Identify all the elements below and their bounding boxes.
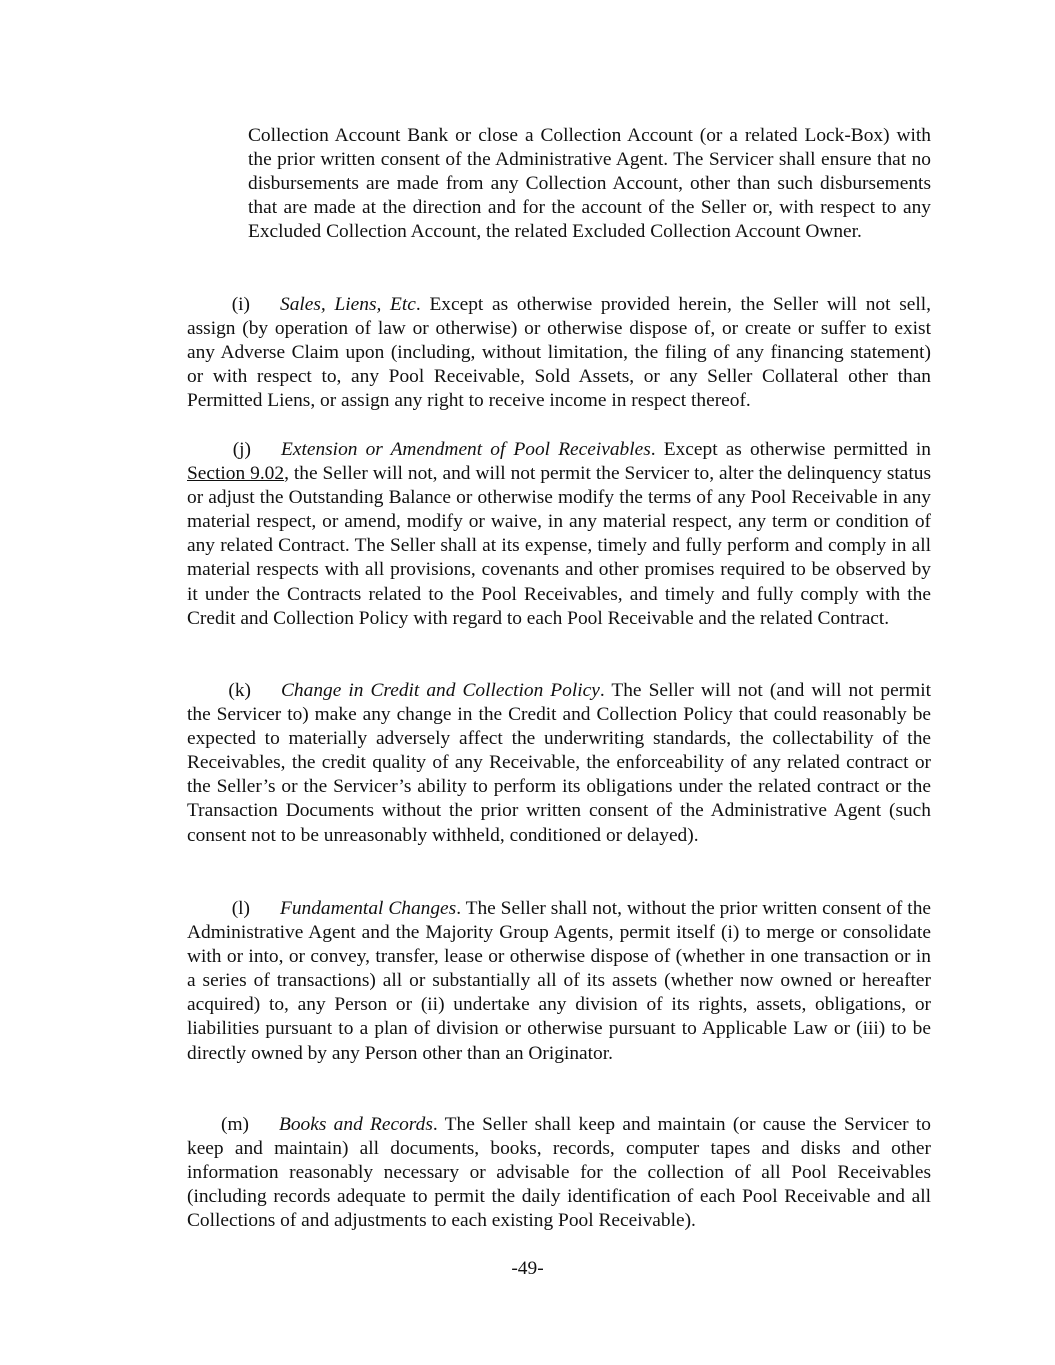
section-i-paragraph bbox=[187, 293, 931, 413]
section-l-body: . The Seller shall not, without the prior written consent of the Administrative Agent and the Majority Group Agents, permit itself (i) to merge or consolidate with or into, or convey, transfer, lease or otherwise dispose of (whether in one transaction or in a series of transactions) all or substantially all of its assets (whether now owned or hereafter acquired) to, any Person or (ii) undertake any division of its rights, assets, obligations, or liabilities pursuant to a plan of division or otherwise pursuant to Applicable Law or (iii) to be directly owned by any Person other than an Originator. bbox=[187, 898, 931, 1064]
section-i-title: Sales, Liens, Etc bbox=[280, 294, 416, 315]
section-k-label: (k) bbox=[228, 680, 251, 701]
section-j-paragraph bbox=[187, 438, 931, 631]
section-l-label: (l) bbox=[231, 898, 250, 919]
section-m-label: (m) bbox=[221, 1114, 249, 1135]
section-k-paragraph bbox=[187, 679, 931, 848]
section-m-paragraph bbox=[187, 1113, 931, 1233]
section-j-body-start: . Except as otherwise permitted in bbox=[650, 439, 931, 460]
section-i-label: (i) bbox=[231, 294, 250, 315]
section-j-title: Extension or Amendment of Pool Receivables bbox=[281, 439, 651, 460]
section-m-title: Books and Records bbox=[279, 1114, 433, 1135]
section-i-body: . Except as otherwise provided herein, the Seller will not sell, assign (by operation of law or otherwise) or otherwise dispose of, or create or suffer to exist any Adverse Claim upon (including, without limitation, the filing of any financing statement) or with respect to, any Pool Receivable, Sold Assets, or any Seller Collateral other than Permitted Liens, or assign any right to receive income in respect thereof. bbox=[187, 294, 931, 412]
section-m-body: . The Seller shall keep and maintain (or cause the Servicer to keep and maintain) all documents, books, records, computer tapes and disks and other information reasonably necessary or advisable for the collection of all Pool Receivables (including records adequate to permit the daily identification of each Pool Receivable and all Collections of and adjustments to each existing Pool Receivable). bbox=[187, 1114, 931, 1232]
section-k-body: . The Seller will not (and will not permit the Servicer to) make any change in the Credit and Collection Policy that could reasonably be expected to materially adversely affect the underwriting standards, the collectability of the Receivables, the credit quality of any Receivable, the enforceability of any related contract or the Seller’s or the Servicer’s ability to perform its obligations under the related contract or the Transaction Documents without the prior written consent of the Administrative Agent (such consent not to be unreasonably withheld, conditioned or delayed). bbox=[187, 680, 931, 846]
section-l-title: Fundamental Changes bbox=[280, 898, 457, 919]
section-j-body-end: , the Seller will not, and will not permit the Servicer to, alter the delinquency status or adjust the Outstanding Balance or otherwise modify the terms of any Pool Receivable in any material respect, or amend, modify or waive, in any material respect, any term or condition of any related Contract. The Seller shall at its expense, timely and fully perform and comply in all material respects with all provisions, covenants and other promises required to be observed by it under the Contracts related to the Pool Receivables, and timely and fully comply with the Credit and Collection Policy with regard to each Pool Receivable and the related Contract. bbox=[187, 463, 931, 629]
continuation-paragraph: Collection Account Bank or close a Collection Account (or a related Lock-Box) with the prior written consent of the Administrative Agent. The Servicer shall ensure that no disbursements are made from any Collection Account, other than such disbursements that are made at the direction and for the account of the Seller or, with respect to any Excluded Collection Account, the related Excluded Collection Account Owner. bbox=[248, 125, 931, 243]
section-j-label: (j) bbox=[232, 439, 251, 460]
section-l-paragraph bbox=[187, 897, 931, 1066]
section-9-02-reference: Section 9.02 bbox=[187, 463, 285, 485]
page-number: -49- bbox=[511, 1258, 544, 1279]
section-k-title: Change in Credit and Collection Policy bbox=[281, 680, 600, 701]
